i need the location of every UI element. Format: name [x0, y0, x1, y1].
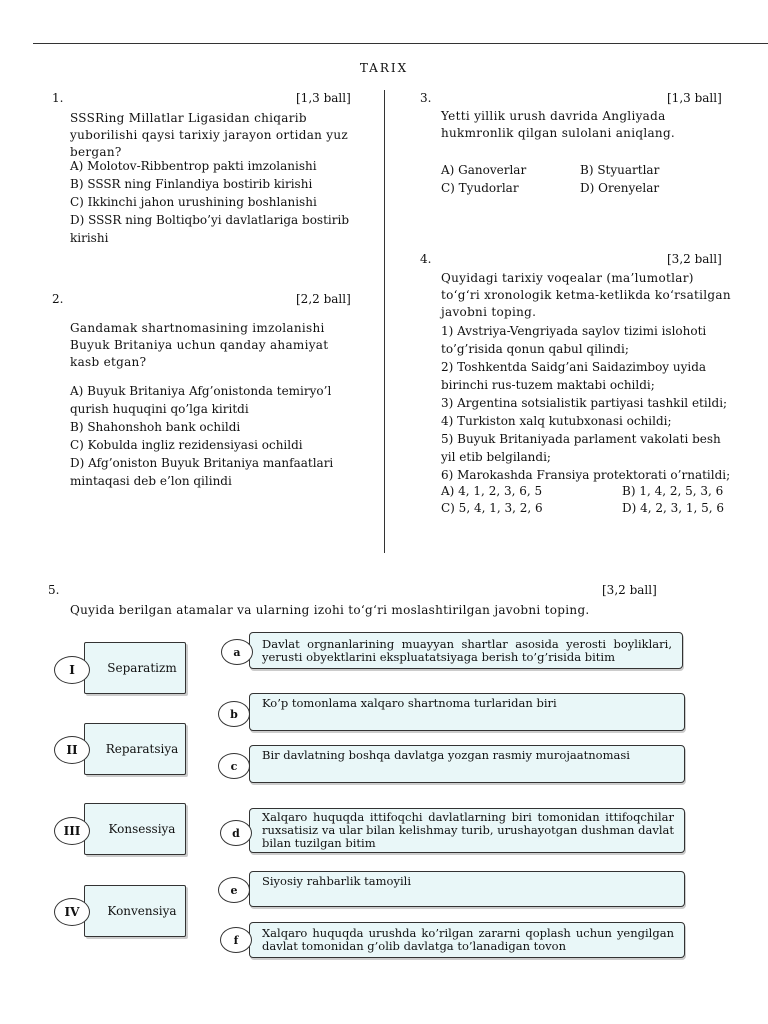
- q1-option-d[interactable]: D) SSSR ning Boltiqbo’yi davlatlariga bostirib kirishi: [70, 213, 349, 245]
- q1-options: [70, 157, 362, 247]
- definition-letter-c: c: [218, 753, 250, 779]
- definition-text: Davlat orgnanlarining muayyan shartlar asosida yerosti boyliklari, yerusti obyektlarini ekspluatatsiyaga berish to’g’risida bitim: [262, 636, 672, 664]
- q3-option-b[interactable]: B) Styuartlar: [580, 163, 660, 177]
- q2-options: [70, 382, 360, 490]
- term-numeral-3: III: [54, 817, 90, 845]
- q1-text: SSSRing Millatlar Ligasidan chiqarib yuborilishi qaysi tarixiy jarayon ortidan yuz bergan?: [70, 111, 349, 159]
- definition-letter-f: f: [220, 927, 252, 953]
- q2-option-b[interactable]: B) Shahonshoh bank ochildi: [70, 420, 241, 434]
- q3-option-d[interactable]: D) Orenyelar: [580, 181, 660, 195]
- term-label: Konvensiya: [107, 904, 177, 918]
- q5-points: [3,2 ball]: [602, 583, 657, 597]
- term-numeral-1: I: [54, 656, 90, 684]
- definition-letter-a: a: [221, 639, 253, 665]
- q2-option-a[interactable]: A) Buyuk Britaniya Afg’onistonda temiryo’l qurish huquqini qo’lga kiritdi: [70, 384, 332, 416]
- q2-number: 2.: [52, 292, 64, 306]
- q1-number: 1.: [52, 91, 64, 105]
- term-box-2[interactable]: [84, 723, 186, 775]
- q2-text: Gandamak shartnomasining imzolanishi Buyuk Britaniya uchun qanday ahamiyat kasb etgan?: [70, 321, 329, 369]
- term-label: Reparatsiya: [105, 742, 179, 756]
- definition-text: Siyosiy rahbarlik tamoyili: [262, 874, 412, 888]
- top-rule: [33, 43, 768, 44]
- q2-option-c[interactable]: C) Kobulda ingliz rezidensiyasi ochildi: [70, 438, 303, 452]
- q3-option-a[interactable]: A) Ganoverlar: [441, 163, 527, 177]
- definition-box-d[interactable]: [249, 808, 685, 853]
- q4-event-6: 6) Marokashda Fransiya protektorati o’rnatildi;: [441, 468, 731, 482]
- q1-option-b[interactable]: B) SSSR ning Finlandiya bostirib kirishi: [70, 177, 313, 191]
- q4-number: 4.: [420, 252, 432, 266]
- q4-event-2: 2) Toshkentda Saidg’ani Saidazimboy uyida birinchi rus-tuzem maktabi ochildi;: [441, 360, 707, 392]
- term-box-1[interactable]: [84, 642, 186, 694]
- definition-box-e[interactable]: [249, 871, 685, 907]
- page-title: TARIX: [359, 61, 409, 75]
- q3-option-c[interactable]: C) Tyudorlar: [441, 181, 519, 195]
- term-label: Konsessiya: [108, 822, 176, 836]
- q4-event-5: 5) Buyuk Britaniyada parlament vakolati besh yil etib belgilandi;: [441, 432, 721, 464]
- q4-points: [3,2 ball]: [667, 252, 722, 266]
- q3-number: 3.: [420, 91, 432, 105]
- q4-text: Quyidagi tarixiy voqealar (ma’lumotlar) to‘g‘ri xronologik ketma-ketlikda ko‘rsatilgan javobni toping.: [441, 271, 731, 319]
- q5-number: 5.: [48, 583, 60, 597]
- term-label: Separatizm: [107, 661, 177, 675]
- definition-text: Ko’p tomonlama xalqaro shartnoma turlaridan biri: [262, 696, 557, 710]
- term-numeral-2: II: [54, 736, 90, 764]
- q4-event-3: 3) Argentina sotsialistik partiyasi tashkil etildi;: [441, 396, 728, 410]
- q4-option-a[interactable]: A) 4, 1, 2, 3, 6, 5: [441, 484, 543, 498]
- q4-option-d[interactable]: D) 4, 2, 3, 1, 5, 6: [622, 501, 725, 515]
- q4-option-c[interactable]: C) 5, 4, 1, 3, 2, 6: [441, 501, 543, 515]
- term-numeral-4: IV: [54, 898, 90, 926]
- q1-option-c[interactable]: C) Ikkinchi jahon urushining boshlanishi: [70, 195, 317, 209]
- term-box-4[interactable]: [84, 885, 186, 937]
- definition-box-f[interactable]: [249, 922, 685, 958]
- q1-option-a[interactable]: A) Molotov-Ribbentrop pakti imzolanishi: [70, 159, 317, 173]
- definition-letter-b: b: [218, 701, 250, 727]
- q3-points: [1,3 ball]: [667, 91, 722, 105]
- q2-option-d[interactable]: D) Afg’oniston Buyuk Britaniya manfaatlari mintaqasi deb e’lon qilindi: [70, 456, 334, 488]
- term-box-3[interactable]: [84, 803, 186, 855]
- q4-events: [441, 322, 733, 484]
- definition-text: Xalqaro huquqda urushda ko’rilgan zararni qoplash uchun yengilgan davlat tomonidan g’olib davlatga to’lanadigan tovon: [262, 926, 674, 953]
- definition-letter-d: d: [220, 820, 252, 846]
- definition-box-c[interactable]: [249, 745, 685, 783]
- definition-text: Xalqaro huquqda ittifoqchi davlatlarning biri tomonidan ittifoqchilar ruxsatisiz va ular bilan kelishmay turib, urushayotgan dushman davlat bilan tuzilgan bitim: [262, 810, 674, 850]
- definition-box-a[interactable]: [249, 632, 683, 669]
- definition-letter-e: e: [218, 877, 250, 903]
- definition-text: Bir davlatning boshqa davlatga yozgan rasmiy murojaatnomasi: [262, 748, 630, 762]
- q1-points: [1,3 ball]: [296, 91, 351, 105]
- q4-option-b[interactable]: B) 1, 4, 2, 5, 3, 6: [622, 484, 724, 498]
- definition-box-b[interactable]: [249, 693, 685, 731]
- q2-points: [2,2 ball]: [296, 292, 351, 306]
- q4-event-1: 1) Avstriya-Vengriyada saylov tizimi islohoti to’g’risida qonun qabul qilindi;: [441, 324, 707, 356]
- column-divider: [384, 90, 385, 553]
- q4-event-4: 4) Turkiston xalq kutubxonasi ochildi;: [441, 414, 672, 428]
- q3-text: Yetti yillik urush davrida Angliyada hukmronlik qilgan sulolani aniqlang.: [441, 109, 676, 140]
- q5-text: Quyida berilgan atamalar va ularning izohi to‘g‘ri moslashtirilgan javobni toping.: [70, 603, 590, 617]
